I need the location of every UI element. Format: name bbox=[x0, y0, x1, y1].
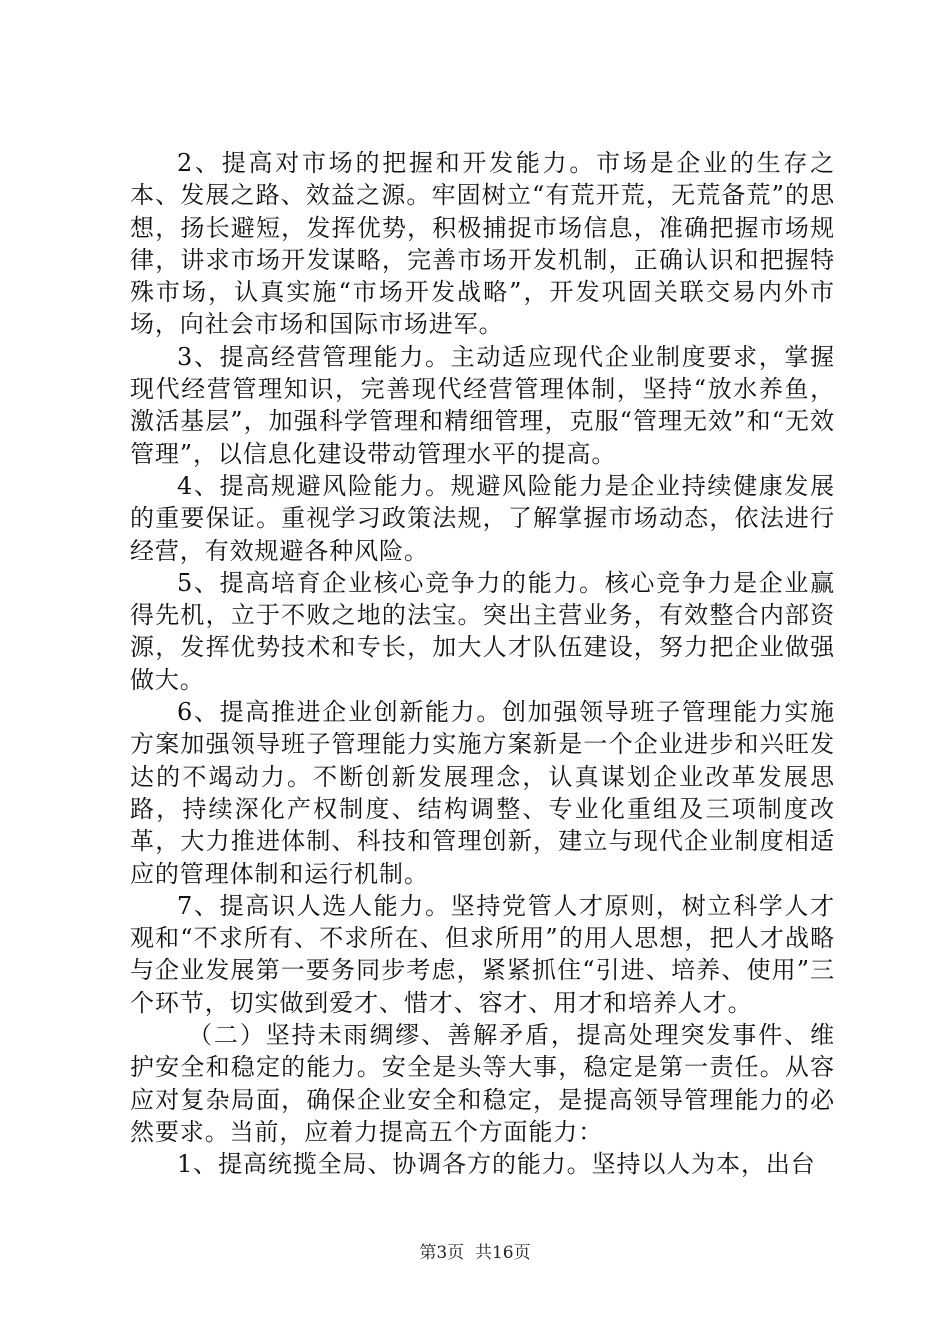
paragraph-overall-coordination: 1、提高统揽全局、协调各方的能力。坚持以人为本，出台 bbox=[177, 1150, 816, 1179]
paragraph-section-two: （二）坚持未雨绸缪、善解矛盾，提高处理突发事件、维护安全和稳定的能力。安全是头等大事，稳定是第一责任。从容应对复杂局面，确保企业安全和稳定，是提高领导管理能力的必然要求。当前，应着力提高五个方面能力： bbox=[130, 1021, 835, 1146]
page-footer bbox=[0, 1242, 950, 1264]
page-number: 第3页 共16页 bbox=[419, 1243, 531, 1263]
paragraph-core-competitiveness: 5、提高培育企业核心竞争力的能力。核心竞争力是企业赢得先机，立于不败之地的法宝。突出主营业务，有效整合内部资源，发挥优势技术和专长，加大人才队伍建设，努力把企业做强做大。 bbox=[130, 568, 835, 694]
document-body bbox=[130, 147, 835, 1181]
paragraph-market-ability: 2、提高对市场的把握和开发能力。市场是企业的生存之本、发展之路、效益之源。牢固树立“有荒开荒，无荒备荒”的思想，扬长避短，发挥优势，积极捕捉市场信息，准确把握市场规律，讲求市场开发谋略，完善市场开发机制，正确认识和把握特殊市场，认真实施“市场开发战略”，开发巩固关联交易内外市场，向社会市场和国际市场进军。 bbox=[130, 149, 835, 339]
paragraph-innovation-ability: 6、提高推进企业创新能力。创加强领导班子管理能力实施方案加强领导班子管理能力实施方案新是一个企业进步和兴旺发达的不竭动力。不断创新发展理念，认真谋划企业改革发展思路，持续深化产权制度、结构调整、专业化重组及三项制度改革，大力推进体制、科技和管理创新，建立与现代企业制度相适应的管理体制和运行机制。 bbox=[130, 698, 835, 888]
paragraph-management-ability: 3、提高经营管理能力。主动适应现代企业制度要求，掌握现代经营管理知识，完善现代经营管理体制，坚持“放水养鱼，激活基层”，加强科学管理和精细管理，克服“管理无效”和“无效管理”，以信息化建设带动管理水平的提高。 bbox=[130, 342, 835, 468]
paragraph-talent-ability: 7、提高识人选人能力。坚持党管人才原则，树立科学人才观和“不求所有、不求所在、但求所用”的用人思想，把人才战略与企业发展第一要务同步考虑，紧紧抓住“引进、培养、使用”三个环节，切实做到爱才、惜才、容才、用才和培养人才。 bbox=[130, 891, 835, 1017]
paragraph-risk-ability: 4、提高规避风险能力。规避风险能力是企业持续健康发展的重要保证。重视学习政策法规，了解掌握市场动态，依法进行经营，有效规避各种风险。 bbox=[130, 471, 835, 565]
